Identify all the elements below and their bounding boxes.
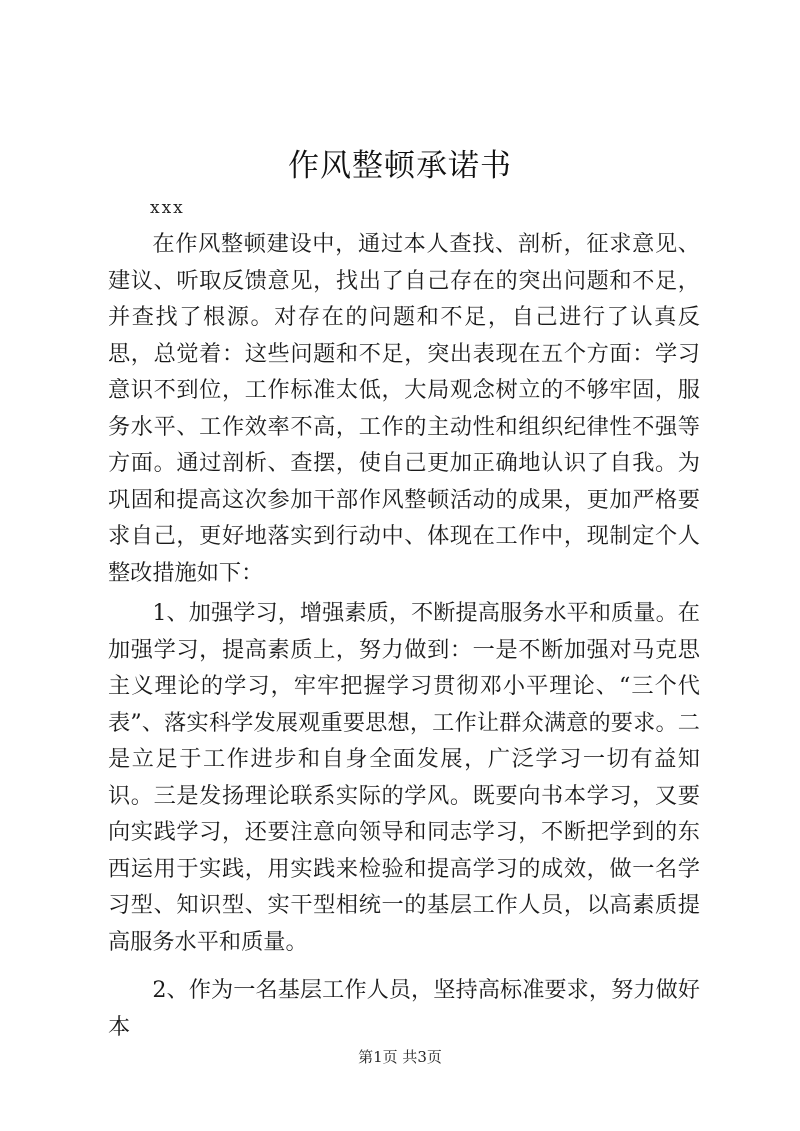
paragraph-item-2: 2、作为一名基层工作人员，坚持高标准要求，努力做好本 xyxy=(108,977,700,1040)
paragraph-item-1: 1、加强学习，增强素质，不断提高服务水平和质量。在加强学习，提高素质上，努力做到：一是不断加强对马克思主义理论的学习，牢牢把握学习贯彻邓小平理论、“三个代表”、落实科学发展观重要思想，工作让群众满意的要求。二是立足于工作进步和自身全面发展，广泛学习一切有益知识。三是发扬理论联系实际的学风。既要向书本学习，又要向实践学习，还要注意向领导和同志学习，不断把学到的东西运用于实践，用实践来检验和提高学习的成效，做一名学习型、知识型、实干型相统一的基层工作人员，以高素质提高服务水平和质量。 xyxy=(108,600,700,955)
document-body xyxy=(108,226,700,1045)
document-title: 作风整顿承诺书 xyxy=(288,148,512,184)
document-author: xxx xyxy=(150,198,185,218)
paragraph-intro: 在作风整顿建设中，通过本人查找、剖析，征求意见、建议、听取反馈意见，找出了自己存在的突出问题和不足，并查找了根源。对存在的问题和不足，自己进行了认真反思，总觉着：这些问题和不足，突出表现在五个方面：学习意识不到位，工作标准太低，大局观念树立的不够牢固，服务水平、工作效率不高，工作的主动性和组织纪律性不强等方面。通过剖析、查摆，使自己更加正确地认识了自我。为巩固和提高这次参加干部作风整顿活动的成果，更加严格要求自己，更好地落实到行动中、体现在工作中，现制定个人整改措施如下： xyxy=(108,231,700,586)
page-indicator: 第1页 共3页 xyxy=(358,1048,442,1066)
